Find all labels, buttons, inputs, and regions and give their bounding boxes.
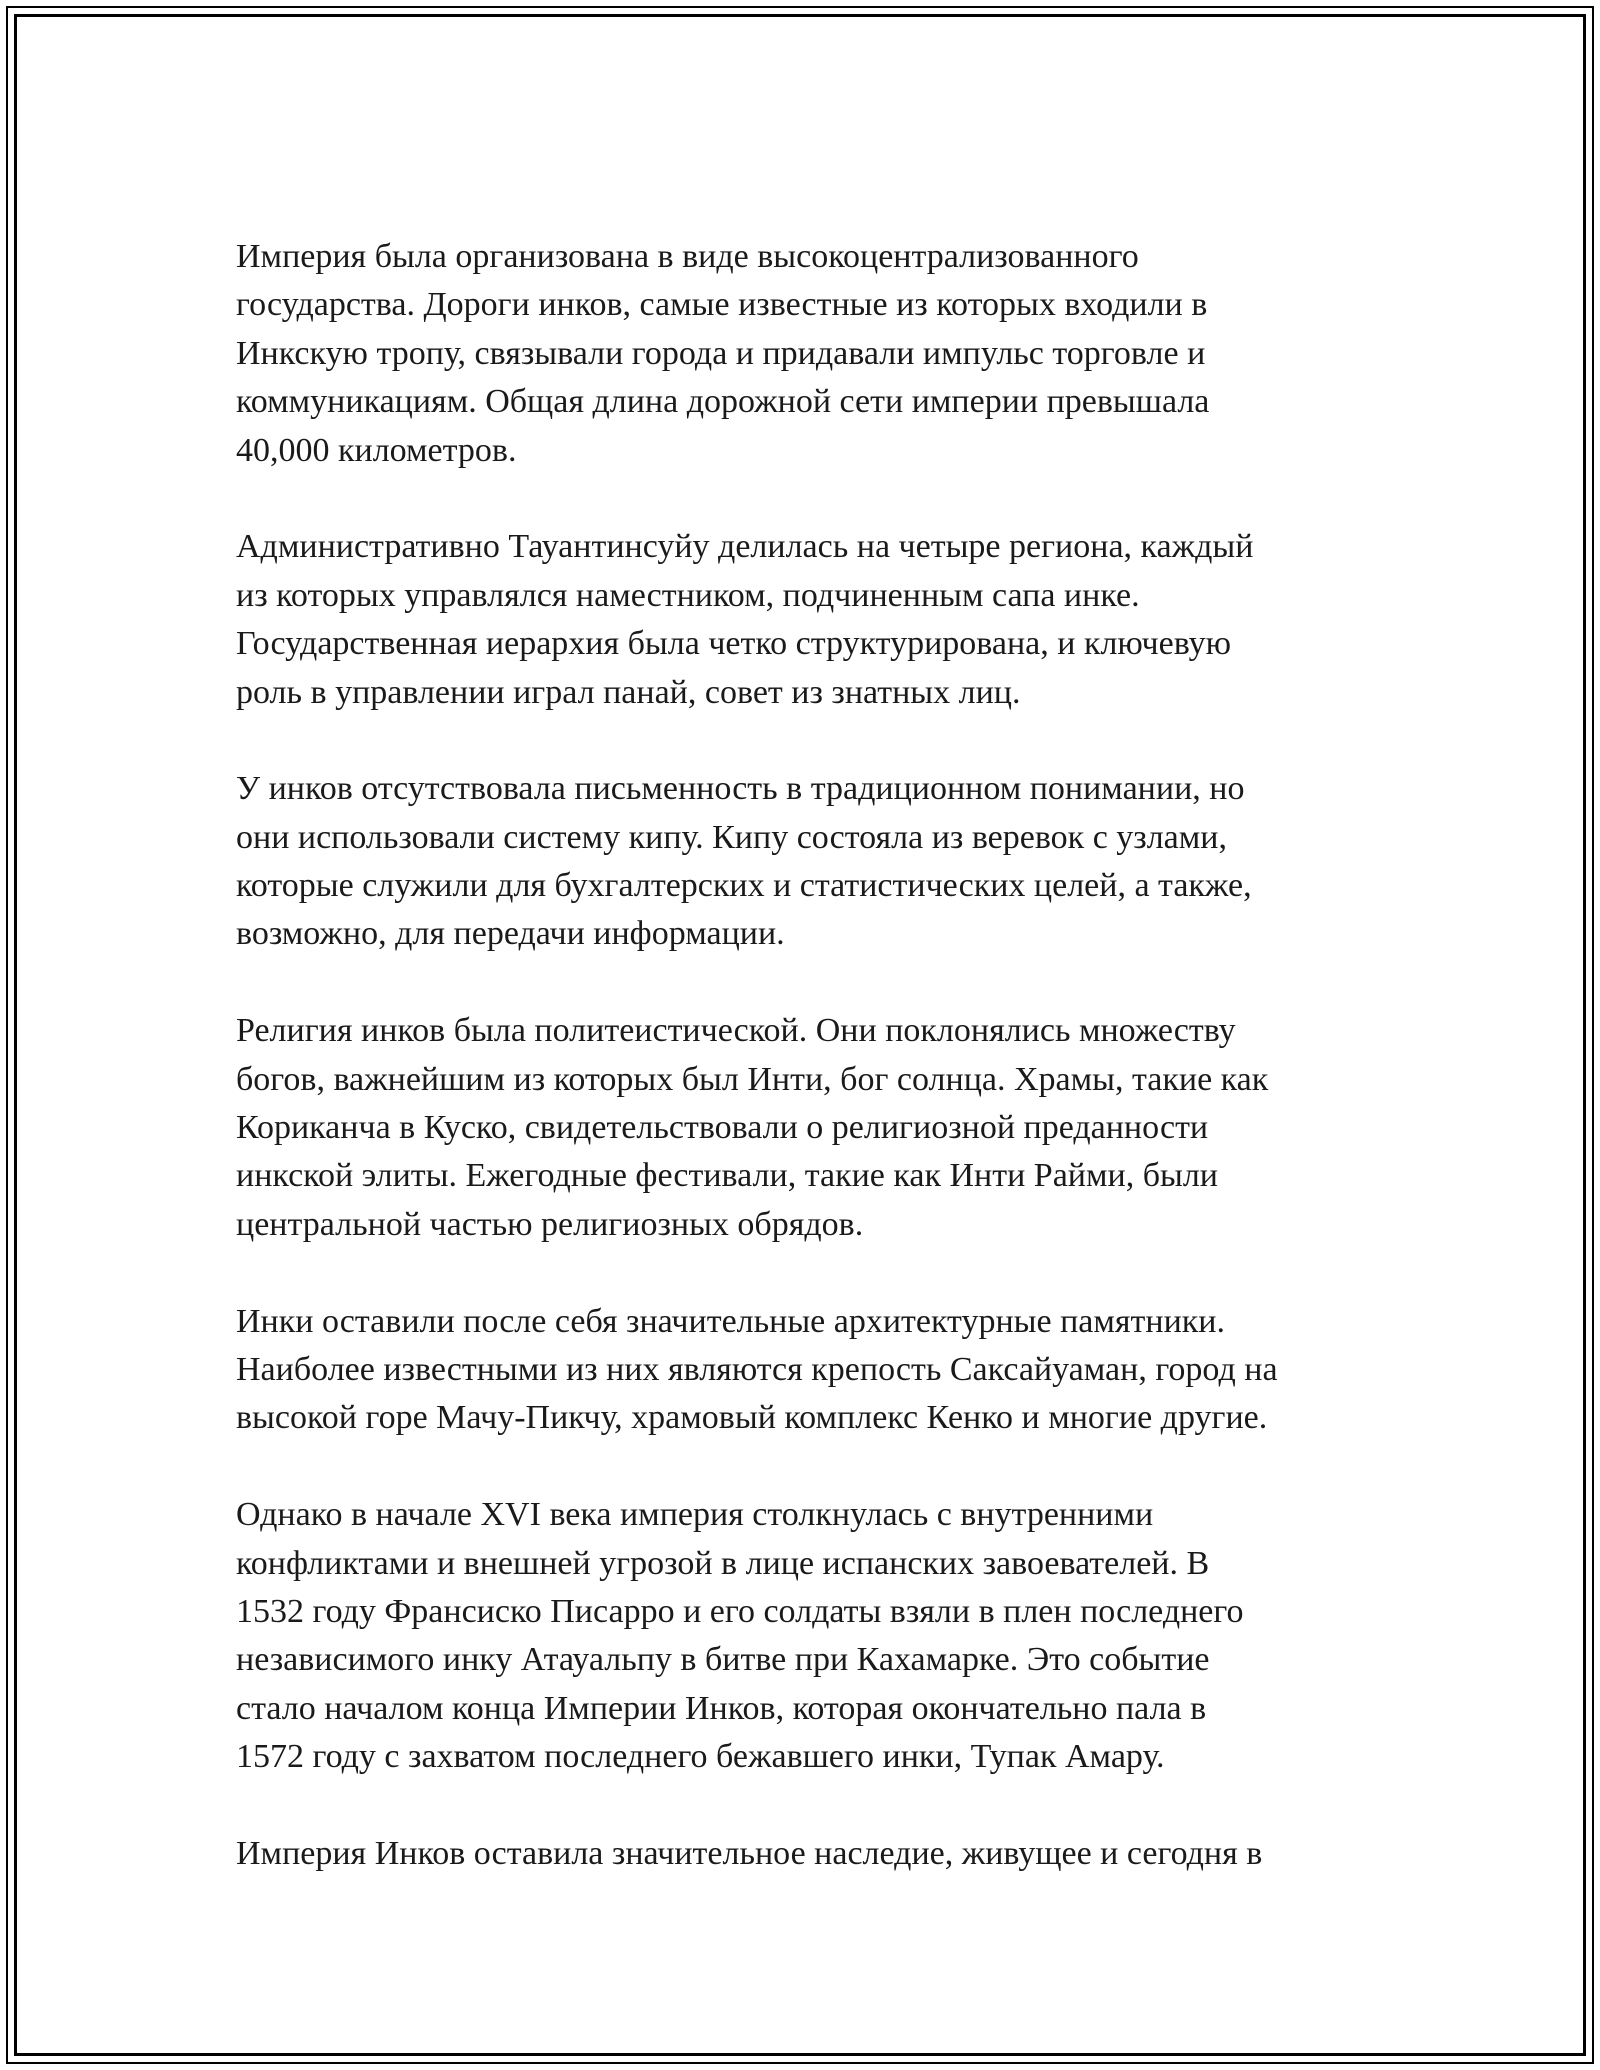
text-line: Однако в начале XVI века империя столкнулась с внутренними: [236, 1496, 1154, 1534]
text-line: они использовали систему кипу. Кипу состояла из веревок с узлами,: [236, 818, 1227, 856]
paragraph-3: [236, 765, 1386, 959]
paragraph-1: [236, 233, 1386, 475]
text-line: коммуникациям. Общая длина дорожной сети империи превышала: [236, 383, 1210, 421]
paragraph-4: [236, 1007, 1386, 1249]
paragraph-6: [236, 1491, 1386, 1781]
text-line: стало началом конца Империи Инков, которая окончательно пала в: [236, 1689, 1207, 1727]
text-line: 1532 году Франсиско Писарро и его солдаты взяли в плен последнего: [236, 1592, 1244, 1630]
text-line: Наиболее известными из них являются крепость Саксайуаман, город на: [236, 1350, 1278, 1388]
paragraph-7: [236, 1830, 1386, 1878]
text-line: Империя Инков оставила значительное наследие, живущее и сегодня в: [236, 1834, 1263, 1872]
document-body: [236, 233, 1386, 1927]
text-line: возможно, для передачи информации.: [236, 915, 785, 953]
text-line: конфликтами и внешней угрозой в лице испанских завоевателей. В: [236, 1544, 1210, 1582]
text-line: 1572 году с захватом последнего бежавшего инки, Тупак Амару.: [236, 1738, 1165, 1776]
text-line: роль в управлении играл панай, совет из знатных лиц.: [236, 673, 1021, 711]
text-line: Империя была организована в виде высокоцентрализованного: [236, 238, 1139, 275]
text-line: независимого инку Атауальпу в битве при Кахамарке. Это событие: [236, 1641, 1210, 1679]
text-line: которые служили для бухгалтерских и статистических целей, а также,: [236, 867, 1252, 905]
text-line: богов, важнейшим из которых был Инти, бог солнца. Храмы, такие как: [236, 1060, 1269, 1098]
text-line: Инкскую тропу, связывали города и придавали импульс торговле и: [236, 334, 1206, 372]
text-line: инкской элиты. Ежегодные фестивали, такие как Инти Райми, были: [236, 1157, 1218, 1195]
text-line: государства. Дороги инков, самые известные из которых входили в: [236, 286, 1208, 324]
text-line: из которых управлялся наместником, подчиненным сапа инке.: [236, 576, 1140, 614]
text-line: Административно Тауантинсуйу делилась на четыре региона, каждый: [236, 528, 1254, 566]
text-line: Инки оставили после себя значительные архитектурные памятники.: [236, 1302, 1226, 1340]
text-line: Кориканча в Куско, свидетельствовали о религиозной преданности: [236, 1109, 1209, 1147]
text-line: Государственная иерархия была четко структурирована, и ключевую: [236, 625, 1232, 663]
paragraph-2: [236, 523, 1386, 717]
text-line: У инков отсутствовала письменность в традиционном понимании, но: [236, 770, 1245, 808]
text-line: центральной частью религиозных обрядов.: [236, 1205, 864, 1243]
text-line: Религия инков была политеистической. Они поклонялись множеству: [236, 1012, 1236, 1050]
text-line: высокой горе Мачу-Пикчу, храмовый комплекс Кенко и многие другие.: [236, 1399, 1268, 1437]
paragraph-5: [236, 1298, 1386, 1443]
text-line: 40,000 километров.: [236, 431, 517, 469]
